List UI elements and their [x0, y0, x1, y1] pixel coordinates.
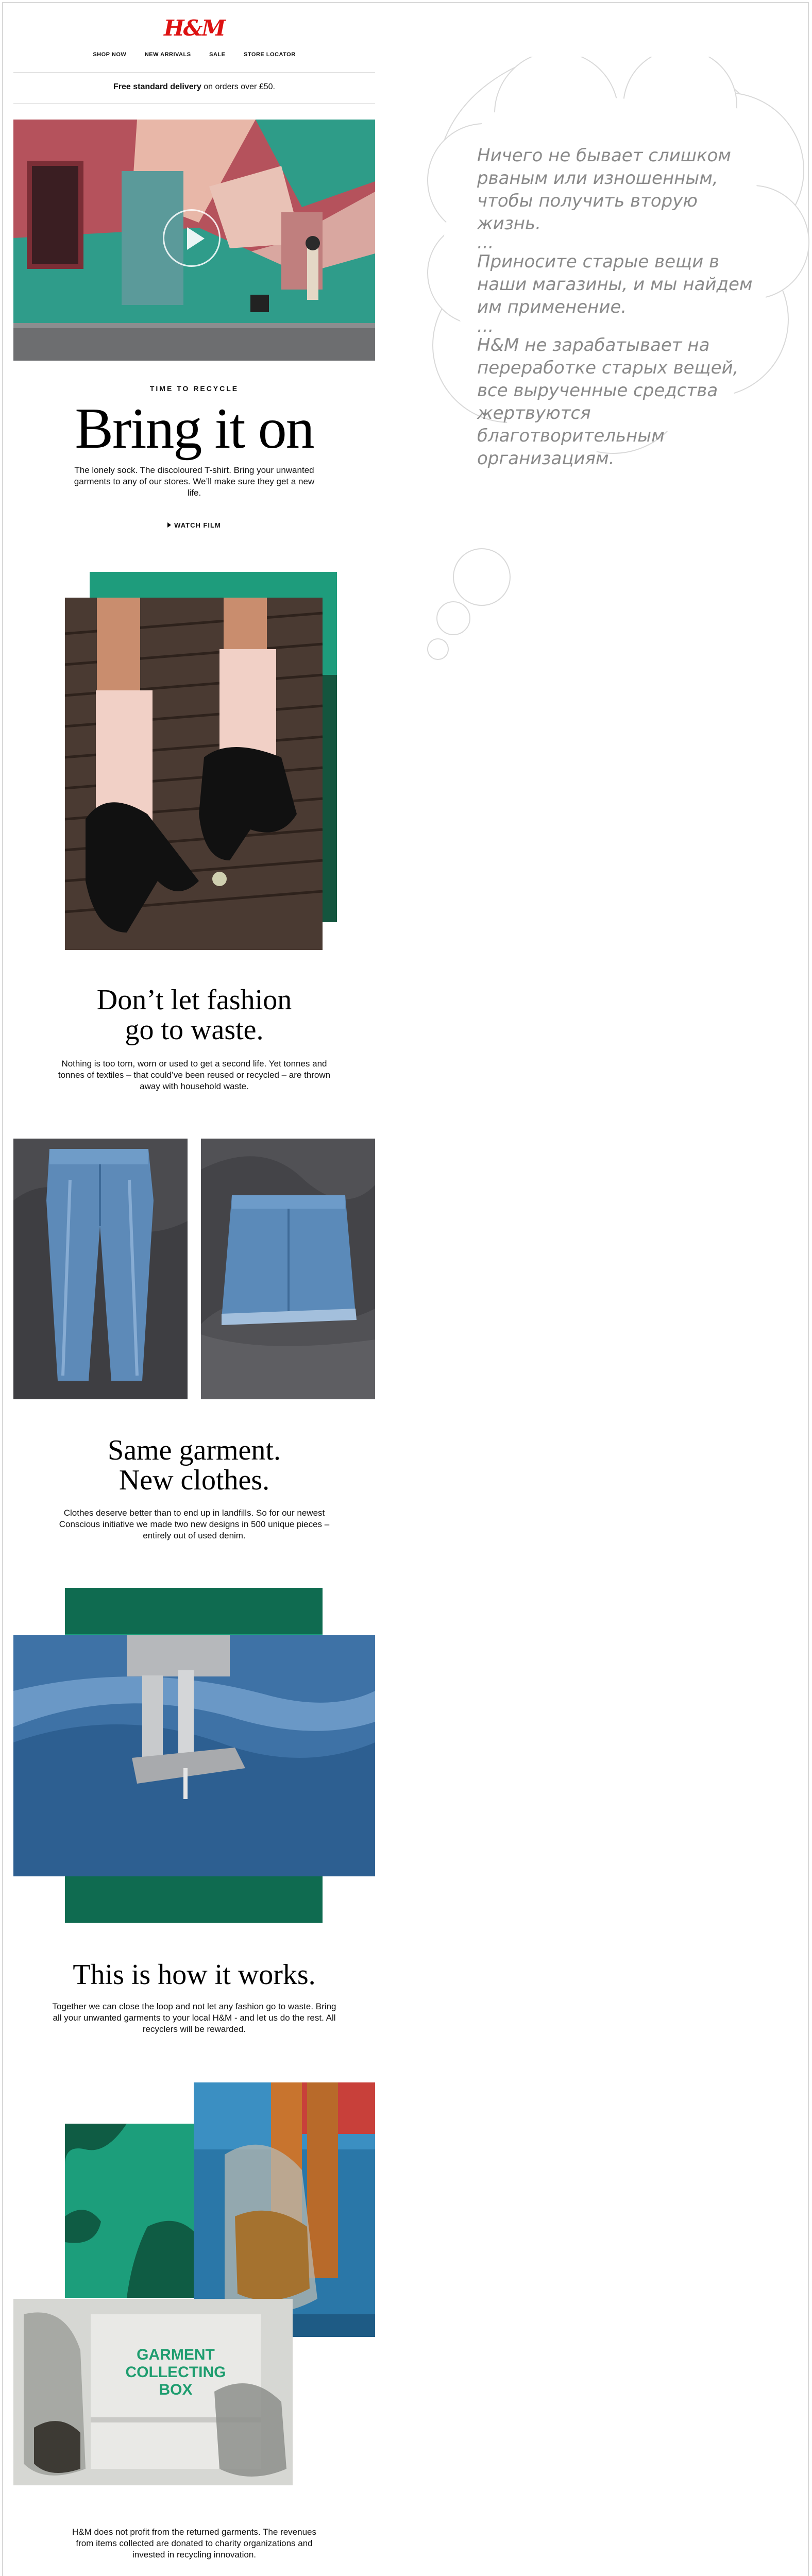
- top-nav: [13, 52, 375, 58]
- section4-title: This is how it works.: [73, 1959, 316, 1991]
- section3-title-line1: Same garment.: [108, 1434, 281, 1466]
- section2-text: Nothing is too torn, worn or used to get a second life. Yet tonnes and tonnes of textiles – that could’ve been reused or recycled – are thrown away with household waste.: [58, 1059, 331, 1091]
- denim-jeans-image: [13, 1139, 188, 1399]
- hm-logo[interactable]: H&M: [163, 15, 225, 41]
- cloud-separator-2: ...: [477, 316, 494, 336]
- cloud-text: [477, 144, 755, 470]
- watch-film-label: WATCH FILM: [174, 521, 221, 529]
- section3-title-line2: New clothes.: [119, 1464, 270, 1496]
- closing-text: H&M does not profit from the returned garments. The revenues from items collected are donated to charity organizations and invested in recycling innovation.: [72, 2527, 317, 2560]
- section3-title: [13, 1435, 375, 1495]
- hero-title: Bring it on: [75, 397, 314, 461]
- cloud-paragraph-1: Ничего не бывает слишком рваным или изношенным, чтобы получить вторую жизнь.: [477, 145, 731, 234]
- section3-text: Clothes deserve better than to end up in landfills. So for our newest Conscious initiative we made two new designs in 500 unique pieces – entirely out of used denim.: [59, 1508, 330, 1540]
- hero-video-thumbnail[interactable]: [13, 120, 375, 361]
- nav-sale[interactable]: SALE: [209, 52, 226, 58]
- delivery-rest: on orders over £50.: [201, 82, 275, 91]
- box-label-line3: BOX: [159, 2381, 193, 2398]
- nav-store-locator[interactable]: STORE LOCATOR: [244, 52, 296, 58]
- cloud-paragraph-2: Приносите старые вещи в наши магазины, и мы найдем им применение.: [477, 251, 753, 317]
- section2-title-line2: go to waste.: [125, 1014, 264, 1046]
- section2-title-line1: Don’t let fashion: [96, 984, 292, 1016]
- sewing-machine-image: [13, 1588, 375, 1923]
- divider: [13, 72, 375, 73]
- sandals-image: [65, 572, 337, 950]
- divider: [13, 103, 375, 104]
- delivery-banner[interactable]: [13, 82, 375, 92]
- play-button[interactable]: [163, 209, 221, 267]
- play-icon: [187, 227, 205, 250]
- nav-new-arrivals[interactable]: NEW ARRIVALS: [144, 52, 191, 58]
- cloud-paragraph-3: H&M не зарабатывает на переработке старых вещей, все вырученные средства жертвуются благотворительным организациям.: [477, 335, 739, 469]
- green-texture-image: [65, 2124, 199, 2298]
- hero-text: The lonely sock. The discoloured T-shirt. Bring your unwanted garments to any of our stores. We’ll make sure they get a new life.: [74, 465, 315, 498]
- box-label-line2: COLLECTING: [125, 2364, 226, 2381]
- nav-shop-now[interactable]: SHOP NOW: [93, 52, 127, 58]
- section2-title: [13, 985, 375, 1045]
- box-label: [96, 2346, 256, 2399]
- garment-collecting-box-image: [13, 2299, 293, 2485]
- delivery-bold: Free standard delivery: [113, 82, 201, 91]
- denim-skirt-image: [201, 1139, 375, 1399]
- cloud-separator-1: ...: [477, 232, 494, 253]
- section4-text: Together we can close the loop and not let any fashion go to waste. Bring all your unwanted garments to your local H&M - and let us do the rest. All recyclers will be rewarded.: [52, 2002, 336, 2034]
- watch-film-link[interactable]: [13, 521, 375, 529]
- box-label-line1: GARMENT: [137, 2346, 215, 2363]
- hero-eyebrow: TIME TO RECYCLE: [149, 384, 239, 393]
- play-arrow-icon: [167, 522, 171, 528]
